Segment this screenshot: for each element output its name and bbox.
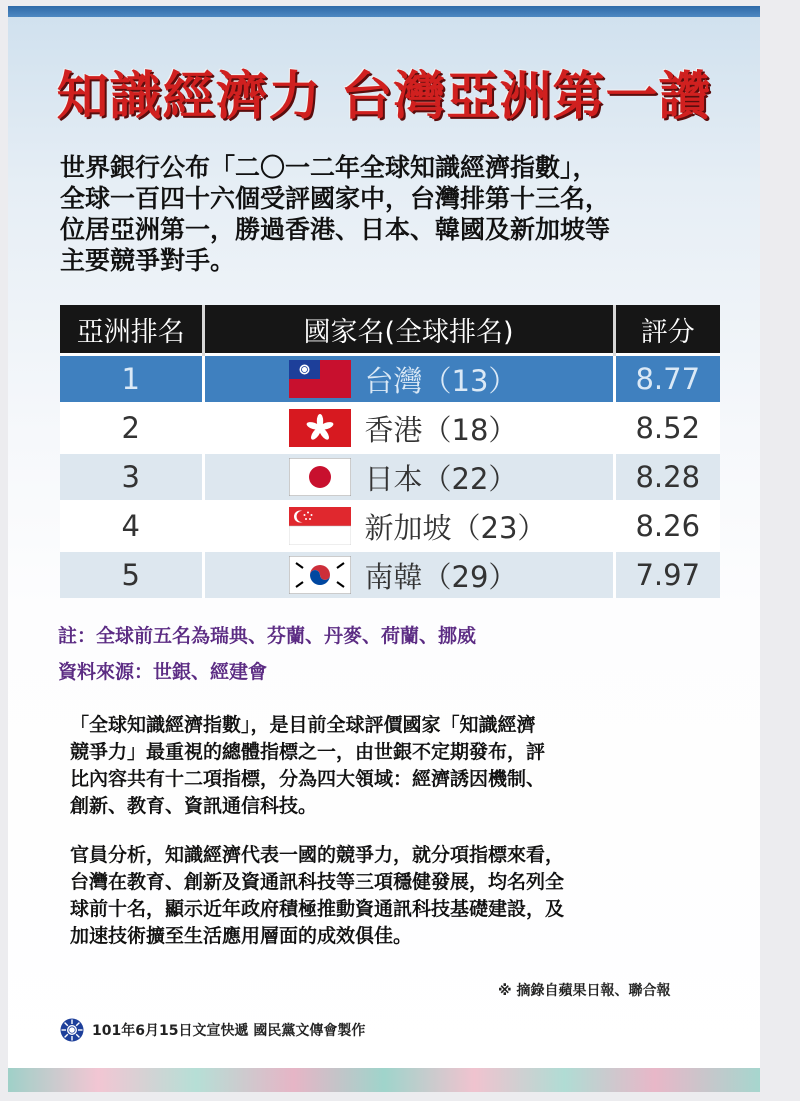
table-row: [60, 404, 720, 453]
data-source-note: 資料來源：世銀、經建會: [58, 661, 268, 683]
intro-line: 位居亞洲第一，勝過香港、日本、韓國及新加坡等: [60, 215, 611, 244]
table-row: [60, 355, 720, 404]
paragraph-line: 創新、教育、資訊通信科技。: [70, 795, 318, 817]
table-row: [60, 453, 720, 502]
country-name: 日本（22）: [364, 461, 518, 496]
page-title: 知識經濟力 台灣亞洲第一讚: [56, 67, 712, 127]
japan-flag-icon: [289, 458, 351, 496]
country-name: 台灣（13）: [364, 363, 518, 398]
singapore-flag-icon: [289, 507, 351, 545]
taiwan-flag-icon: [289, 360, 351, 398]
country-name: 香港（18）: [364, 412, 518, 447]
paragraph-line: 比內容共有十二項指標，分為四大領域：經濟誘因機制、: [70, 768, 546, 790]
table-header-row: [60, 305, 720, 355]
country-name: 新加坡（23）: [364, 510, 547, 545]
top-color-bar: [8, 6, 760, 17]
paragraph-line: 球前十名，顯示近年政府積極推動資通訊科技基礎建設，及: [70, 898, 565, 920]
country-cell: [203, 551, 614, 599]
score-cell: 8.26: [614, 502, 720, 551]
paragraph-line: 台灣在教育、創新及資通訊科技等三項穩健發展，均名列全: [70, 871, 565, 893]
paragraph-line: 「全球知識經濟指數」，是目前全球評價國家「知識經濟: [70, 714, 536, 736]
south-korea-flag-icon: [289, 556, 351, 594]
table-row: [60, 502, 720, 551]
rank-cell: 5: [60, 551, 203, 599]
score-cell: 7.97: [614, 551, 720, 599]
floral-bottom-strip: [8, 1068, 760, 1092]
table-row: [60, 551, 720, 599]
score-cell: 8.77: [614, 355, 720, 404]
top-five-note: 註：全球前五名為瑞典、芬蘭、丹麥、荷蘭、挪威: [58, 625, 477, 647]
country-cell: [203, 355, 614, 404]
intro-line: 主要競爭對手。: [60, 246, 236, 275]
country-cell: [203, 453, 614, 502]
score-cell: 8.28: [614, 453, 720, 502]
country-cell: [203, 404, 614, 453]
paragraph-line: 加速技術擴至生活應用層面的成效俱佳。: [70, 925, 413, 947]
paragraph-line: 競爭力」最重視的總體指標之一，由世銀不定期發布，評: [70, 741, 546, 763]
rank-cell: 3: [60, 453, 203, 502]
notes-block: [58, 618, 476, 690]
header-country: 國家名(全球排名): [203, 305, 614, 355]
rank-cell: 4: [60, 502, 203, 551]
intro-line: 世界銀行公布「二〇一二年全球知識經濟指數」，: [60, 153, 598, 182]
ranking-table: [60, 305, 720, 598]
header-asia-rank: 亞洲排名: [60, 305, 203, 355]
footer: [60, 1018, 365, 1042]
kmt-emblem-icon: [60, 1018, 84, 1042]
intro-paragraph: [60, 152, 730, 276]
official-analysis-paragraph: [70, 842, 730, 950]
flyer-page: [8, 6, 760, 1092]
country-cell: [203, 502, 614, 551]
country-name: 南韓（29）: [364, 559, 518, 594]
excerpt-source: ※ 摘錄自蘋果日報、聯合報: [498, 983, 671, 999]
index-description-paragraph: [70, 712, 730, 820]
rank-cell: 1: [60, 355, 203, 404]
footer-text: 101年6月15日文宣快遞 國民黨文傳會製作: [92, 1023, 366, 1039]
paragraph-line: 官員分析，知識經濟代表一國的競爭力，就分項指標來看，: [70, 844, 565, 866]
header-score: 評分: [614, 305, 720, 355]
intro-line: 全球一百四十六個受評國家中，台灣排第十三名，: [60, 184, 611, 213]
rank-cell: 2: [60, 404, 203, 453]
hong-kong-flag-icon: [289, 409, 351, 447]
score-cell: 8.52: [614, 404, 720, 453]
